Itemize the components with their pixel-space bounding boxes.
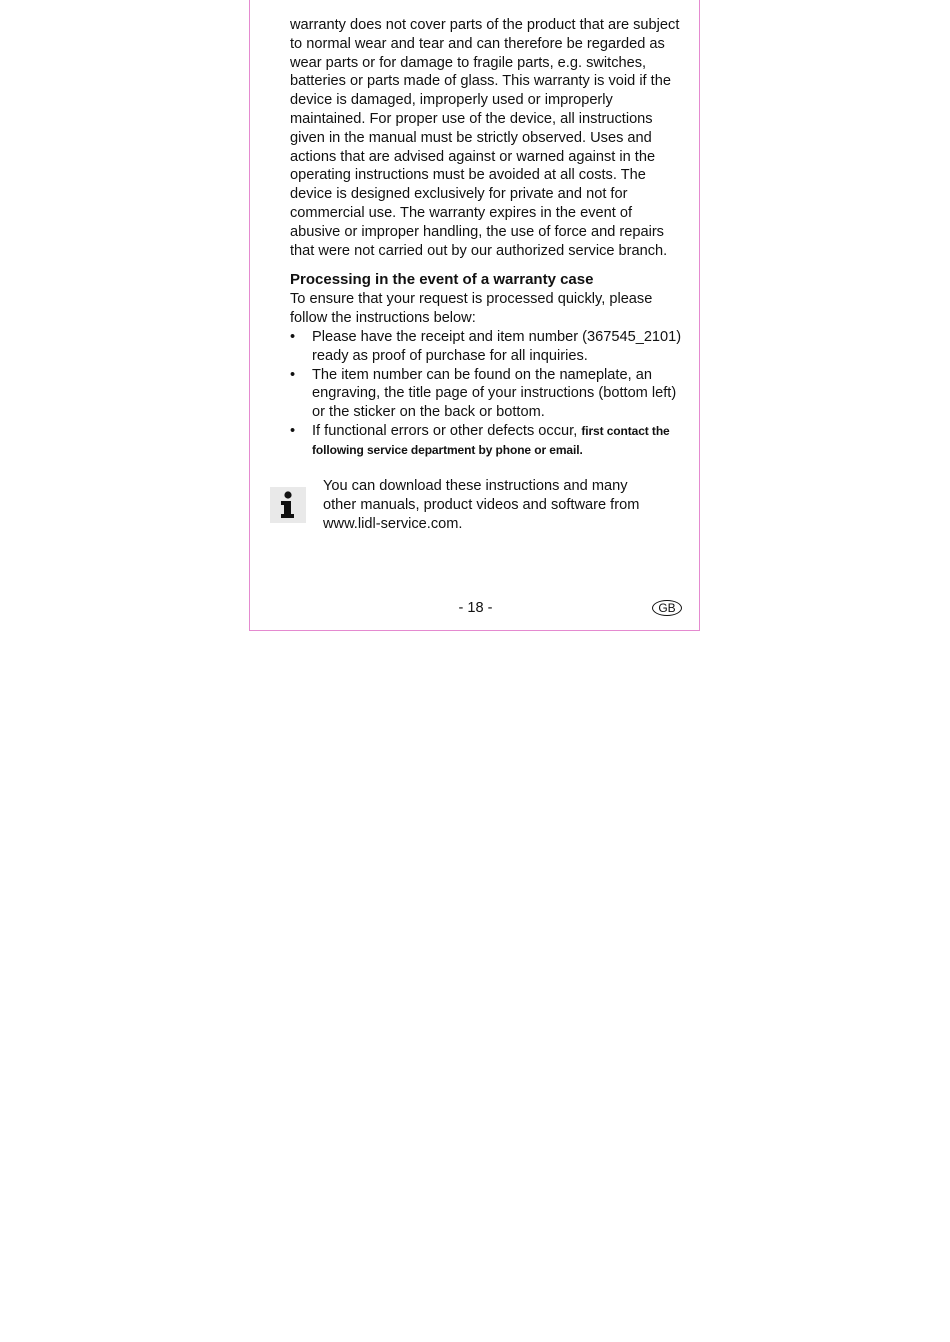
info-text: You can download these instructions and many other manuals, product videos and software from www.lidl-service.com. bbox=[323, 478, 640, 532]
list-item bbox=[290, 422, 682, 460]
bullet-text: Please have the receipt and item number (367545_2101) ready as proof of purchase for all inquiries. bbox=[312, 328, 682, 364]
instructions-list bbox=[290, 328, 682, 460]
section-heading: Processing in the event of a warranty case bbox=[290, 271, 594, 289]
bullet-small-text: first contact the following service department by phone or email. bbox=[312, 423, 670, 457]
manual-page bbox=[249, 0, 700, 631]
bullet-text: If functional errors or other defects occur, bbox=[312, 422, 582, 439]
list-item bbox=[290, 328, 682, 366]
info-icon bbox=[270, 487, 306, 523]
section-intro: To ensure that your request is processed quickly, please follow the instructions below: bbox=[290, 291, 653, 327]
warranty-paragraph: warranty does not cover parts of the product that are subject to normal wear and tear and can therefore be regarded as wear parts or for damage to fragile parts, e.g. switches, batteries or parts made of glass. This warranty is void if the device is damaged, improperly used or improperly maintained. For proper use of the device, all instructions given in the manual must be strictly observed. Uses and actions that are advised against or warned against in the operating instructions must be avoided at all costs. The device is designed exclusively for private and not for commercial use. The warranty expires in the event of abusive or improper handling, the use of force and repairs that were not carried out by our authorized service branch. bbox=[290, 17, 680, 259]
info-note bbox=[270, 475, 680, 545]
list-item bbox=[290, 366, 682, 422]
page-number: - 18 - bbox=[458, 600, 493, 616]
bullet-text: The item number can be found on the nameplate, an engraving, the title page of your instructions (bottom left) or the sticker on the back or bottom. bbox=[312, 366, 677, 421]
page-content bbox=[290, 16, 682, 460]
language-badge: GB bbox=[652, 600, 682, 616]
